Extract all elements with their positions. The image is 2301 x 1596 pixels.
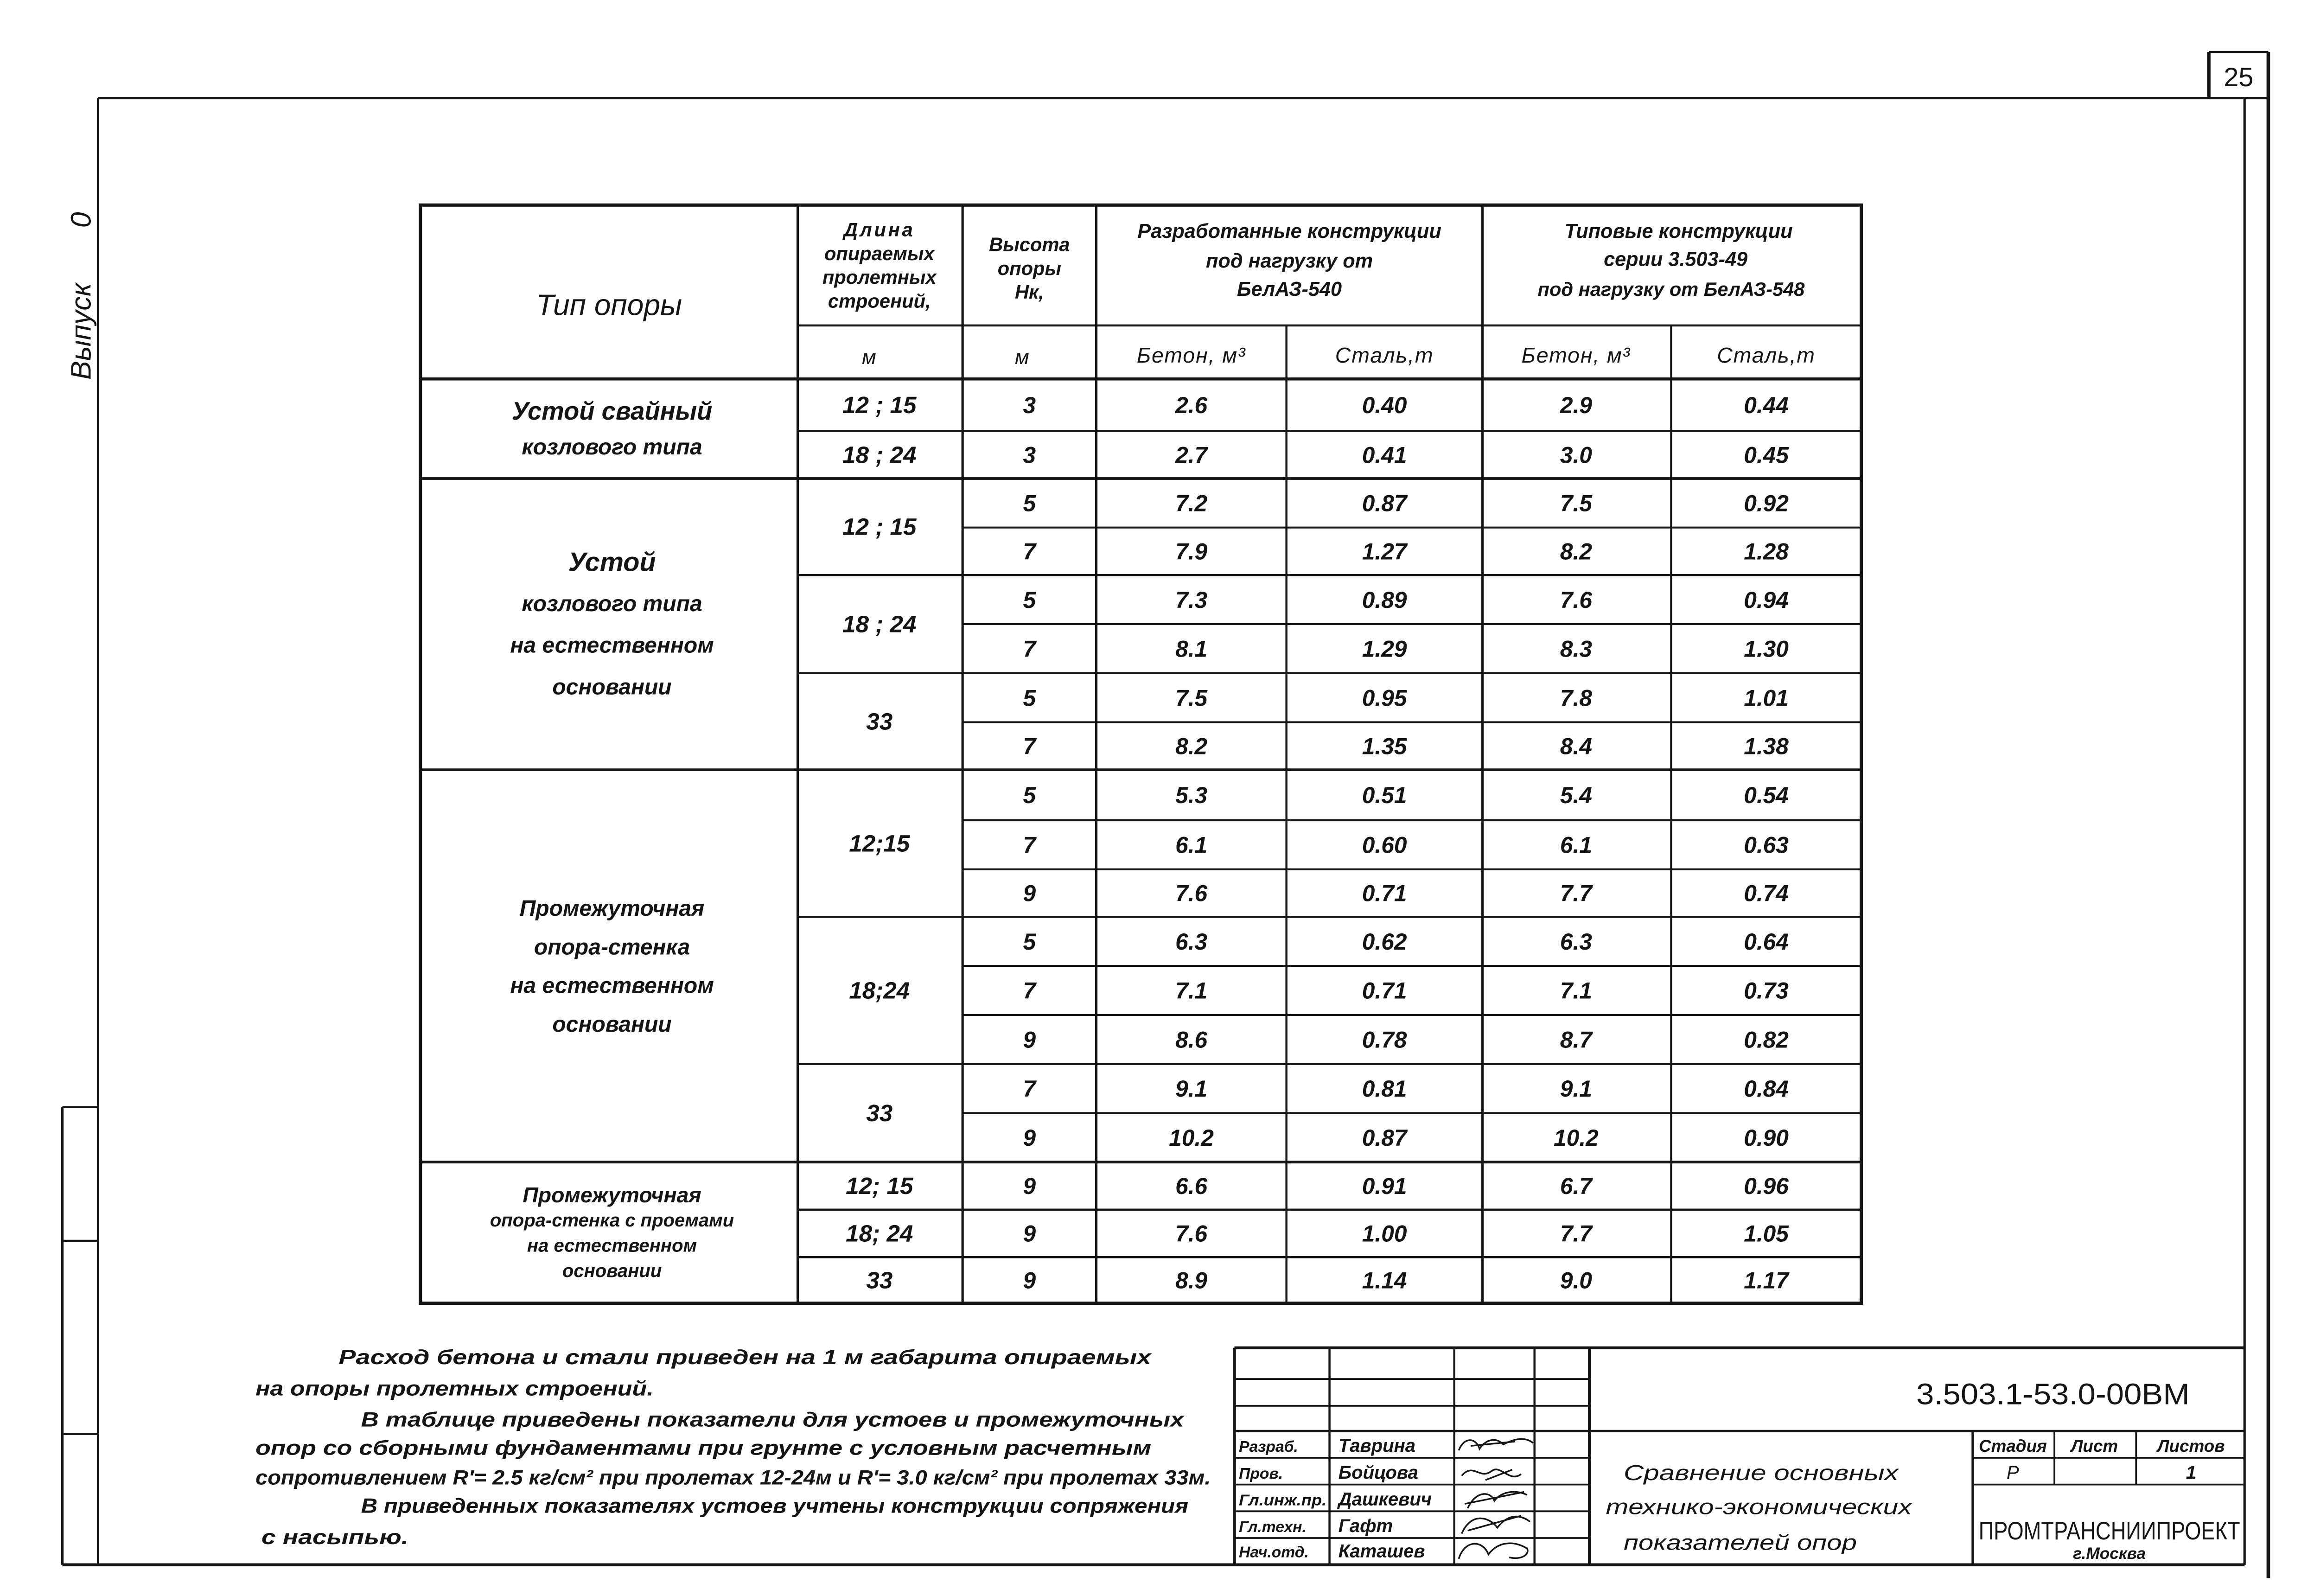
note-line: с насыпью. [261, 1525, 409, 1549]
designed-header-line: БелАЗ-540 [1237, 278, 1342, 300]
support-type-label: на естественном [527, 1235, 697, 1256]
concrete-new-cell: 8.2 [1175, 733, 1208, 760]
side-issue-number: 0 [65, 212, 97, 228]
length-header-line: опираемых [824, 242, 935, 264]
height-cell: 9 [1023, 1267, 1036, 1294]
span-length-cell: 12 ; 15 [842, 391, 917, 418]
concrete-new-cell: 10.2 [1169, 1124, 1214, 1151]
steel-typical-cell: 0.73 [1744, 977, 1789, 1004]
steel-typical-cell: 0.94 [1744, 587, 1789, 613]
steel-new-cell: 0.51 [1362, 782, 1407, 809]
steel-typical-cell: 0.96 [1744, 1173, 1789, 1200]
steel-typical-cell: 0.64 [1744, 928, 1789, 955]
span-length-cell: 18 ; 24 [842, 441, 917, 468]
steel-typical-cell: 1.05 [1744, 1220, 1789, 1247]
concrete-typical-cell: 7.7 [1560, 1220, 1592, 1247]
height-cell: 3 [1023, 392, 1036, 418]
height-cell: 5 [1023, 782, 1036, 809]
note-line: В таблице приведены показатели для устоев и промежуточных [361, 1407, 1186, 1431]
height-unit: м [1014, 345, 1029, 369]
signature-name: Гафт [1338, 1516, 1393, 1537]
concrete-new-header: Бетон, м³ [1136, 343, 1246, 367]
steel-typical-cell: 1.38 [1744, 733, 1789, 760]
steel-typical-cell: 0.44 [1744, 392, 1789, 418]
concrete-new-cell: 9.1 [1175, 1076, 1208, 1102]
support-type-label: Устой [568, 547, 656, 577]
support-type-label: на естественном [510, 632, 714, 658]
steel-new-cell: 0.78 [1362, 1027, 1407, 1053]
concrete-typical-cell: 8.3 [1560, 636, 1592, 662]
support-type-label: опора-стенка с проемами [490, 1210, 734, 1231]
typical-header-line: Типовые конструкции [1564, 220, 1793, 243]
steel-new-cell: 1.00 [1362, 1220, 1407, 1247]
signature-name: Дашкевич [1338, 1489, 1432, 1510]
span-length-cell: 18 ; 24 [842, 611, 917, 638]
concrete-new-cell: 7.2 [1175, 490, 1208, 517]
height-cell: 9 [1023, 1173, 1036, 1200]
steel-new-cell: 0.40 [1362, 392, 1407, 418]
steel-new-cell: 0.91 [1362, 1173, 1407, 1200]
height-header-line: Высота [989, 233, 1070, 255]
length-header-line: Длина [843, 218, 915, 241]
note-line: Расход бетона и стали приведен на 1 м габарита опираемых [338, 1345, 1153, 1369]
concrete-new-cell: 7.5 [1175, 685, 1208, 711]
concrete-typical-cell: 7.7 [1560, 880, 1592, 907]
span-length-cell: 33 [866, 1267, 893, 1294]
span-length-cell: 12;15 [849, 830, 910, 857]
height-cell: 9 [1023, 1124, 1036, 1151]
steel-new-cell: 0.89 [1362, 587, 1407, 613]
height-cell: 9 [1023, 880, 1036, 907]
height-header-line: опоры [997, 257, 1062, 279]
concrete-typical-cell: 2.9 [1560, 392, 1592, 418]
drawing-title-line: технико-экономических [1606, 1494, 1913, 1519]
drawing-title-line: показателей опор [1623, 1530, 1857, 1555]
typical-header-line: серии 3.503-49 [1604, 248, 1748, 271]
steel-new-cell: 0.95 [1362, 685, 1407, 711]
signature-role: Гл.техн. [1239, 1519, 1307, 1536]
concrete-new-cell: 7.3 [1175, 587, 1208, 613]
note-line: В приведенных показателях устоев учтены конструкции сопряжения [361, 1494, 1189, 1518]
concrete-new-cell: 7.6 [1175, 1220, 1208, 1247]
concrete-new-cell: 6.1 [1175, 832, 1208, 858]
steel-new-cell: 0.81 [1362, 1076, 1407, 1102]
support-type-label: основании [552, 674, 672, 700]
sheets-value: 1 [2186, 1462, 2197, 1483]
steel-typical-cell: 1.01 [1744, 685, 1789, 711]
concrete-typical-cell: 8.2 [1560, 538, 1592, 565]
support-type-label: Промежуточная [523, 1182, 701, 1207]
support-type-label: Устой свайный [511, 397, 713, 426]
span-length-cell: 33 [866, 708, 893, 735]
concrete-typical-cell: 6.3 [1560, 928, 1592, 955]
concrete-typical-cell: 6.1 [1560, 832, 1592, 858]
organization-city: г.Москва [2073, 1544, 2146, 1563]
steel-new-cell: 0.71 [1362, 880, 1407, 907]
drawing-title-line: Сравнение основных [1623, 1461, 1899, 1485]
height-cell: 7 [1023, 832, 1036, 858]
steel-typical-cell: 0.74 [1744, 880, 1789, 907]
concrete-new-cell: 6.3 [1175, 928, 1208, 955]
concrete-typical-header: Бетон, м³ [1521, 343, 1631, 367]
height-cell: 5 [1023, 587, 1036, 613]
concrete-typical-cell: 5.4 [1560, 782, 1592, 809]
concrete-new-cell: 7.9 [1175, 538, 1208, 565]
steel-typical-cell: 0.84 [1744, 1076, 1789, 1102]
concrete-typical-cell: 8.7 [1560, 1027, 1592, 1053]
span-length-cell: 33 [866, 1100, 893, 1127]
designed-header-line: Разработанные конструкции [1137, 220, 1441, 243]
note-line: сопротивлением R'= 2.5 кг/см² при пролетах 12-24м и R'= 3.0 кг/см² при пролетах 33м. [255, 1465, 1211, 1489]
stage-value: Р [2007, 1462, 2019, 1483]
note-line: на опоры пролетных строений. [255, 1376, 654, 1400]
steel-new-cell: 1.29 [1362, 636, 1407, 662]
height-cell: 9 [1023, 1220, 1036, 1247]
sheet-header: Лист [2071, 1436, 2118, 1456]
signature-role: Разраб. [1239, 1438, 1298, 1456]
height-cell: 9 [1023, 1027, 1036, 1053]
concrete-new-cell: 8.1 [1175, 636, 1208, 662]
side-issue-label: Выпуск [65, 283, 97, 380]
support-type-label: козлового типа [522, 434, 702, 460]
sheets-header: Листов [2157, 1436, 2225, 1456]
support-type-label: основании [562, 1261, 662, 1282]
steel-typical-cell: 0.54 [1744, 782, 1789, 809]
height-cell: 7 [1023, 636, 1036, 662]
steel-new-cell: 0.87 [1362, 1124, 1407, 1151]
stage-header: Стадия [1979, 1436, 2047, 1456]
height-cell: 7 [1023, 977, 1036, 1004]
steel-new-cell: 0.41 [1362, 442, 1407, 468]
concrete-typical-cell: 7.1 [1560, 977, 1592, 1004]
steel-new-cell: 1.27 [1362, 538, 1407, 565]
concrete-typical-cell: 7.6 [1560, 587, 1592, 613]
steel-new-cell: 0.87 [1362, 490, 1407, 517]
concrete-new-cell: 7.6 [1175, 880, 1208, 907]
span-length-cell: 18;24 [849, 977, 910, 1004]
steel-new-cell: 0.62 [1362, 928, 1407, 955]
span-length-cell: 12 ; 15 [842, 513, 917, 540]
span-length-cell: 12; 15 [846, 1173, 913, 1200]
support-type-label: основании [552, 1011, 672, 1037]
steel-typical-cell: 0.63 [1744, 832, 1789, 858]
concrete-new-cell: 8.9 [1175, 1267, 1208, 1294]
steel-new-cell: 1.35 [1362, 733, 1407, 760]
height-cell: 5 [1023, 685, 1036, 711]
concrete-new-cell: 2.7 [1175, 442, 1208, 468]
steel-typical-cell: 1.28 [1744, 538, 1789, 565]
steel-new-cell: 0.71 [1362, 977, 1407, 1004]
height-cell: 3 [1023, 442, 1036, 468]
height-header-line: Нк, [1015, 281, 1044, 303]
type-header: Тип опоры [536, 288, 682, 322]
organization-name: ПРОМТРАНСНИИПРОЕКТ [1978, 1517, 2240, 1545]
concrete-typical-cell: 6.7 [1560, 1173, 1592, 1200]
support-type-label: на естественном [510, 973, 714, 998]
height-cell: 7 [1023, 1076, 1036, 1102]
height-cell: 5 [1023, 490, 1036, 517]
steel-typical-cell: 0.90 [1744, 1124, 1789, 1151]
designed-header-line: под нагрузку от [1205, 249, 1373, 272]
span-length-cell: 18; 24 [846, 1220, 913, 1247]
steel-new-header: Сталь,т [1335, 343, 1434, 367]
concrete-typical-cell: 7.5 [1560, 490, 1592, 517]
signature-name: Каташев [1338, 1541, 1425, 1562]
concrete-typical-cell: 10.2 [1554, 1124, 1599, 1151]
concrete-new-cell: 2.6 [1175, 392, 1208, 418]
typical-header-line: под нагрузку от БелАЗ-548 [1537, 278, 1805, 300]
concrete-new-cell: 6.6 [1175, 1173, 1208, 1200]
signature-name: Бойцова [1338, 1462, 1418, 1483]
steel-typical-header: Сталь,т [1717, 343, 1816, 367]
height-cell: 7 [1023, 733, 1036, 760]
steel-typical-cell: 0.82 [1744, 1027, 1789, 1053]
concrete-typical-cell: 3.0 [1560, 442, 1592, 468]
document-code: 3.503.1-53.0-00ВМ [1916, 1377, 2190, 1411]
steel-typical-cell: 1.17 [1744, 1267, 1789, 1294]
steel-typical-cell: 1.30 [1744, 636, 1789, 662]
height-cell: 7 [1023, 538, 1036, 565]
height-cell: 5 [1023, 928, 1036, 955]
length-unit: м [861, 345, 876, 369]
steel-typical-cell: 0.45 [1744, 442, 1789, 468]
signature-role: Гл.инж.пр. [1239, 1492, 1327, 1509]
concrete-typical-cell: 8.4 [1560, 733, 1592, 760]
concrete-typical-cell: 9.0 [1560, 1267, 1592, 1294]
support-type-label: Промежуточная [519, 895, 705, 921]
signature-role: Нач.отд. [1239, 1544, 1309, 1561]
note-line: опор со сборными фундаментами при грунте с условным расчетным [255, 1436, 1152, 1460]
support-type-label: козлового типа [522, 591, 702, 616]
concrete-new-cell: 7.1 [1175, 977, 1208, 1004]
steel-typical-cell: 0.92 [1744, 490, 1789, 517]
page-number: 25 [2224, 62, 2254, 92]
signature-name: Таврина [1338, 1436, 1416, 1456]
support-type-label: опора-стенка [534, 934, 690, 960]
steel-new-cell: 1.14 [1362, 1267, 1407, 1294]
concrete-new-cell: 5.3 [1175, 782, 1208, 809]
concrete-typical-cell: 7.8 [1560, 685, 1592, 711]
signature-role: Пров. [1239, 1465, 1283, 1482]
steel-new-cell: 0.60 [1362, 832, 1407, 858]
length-header-line: строений, [828, 290, 931, 312]
concrete-new-cell: 8.6 [1175, 1027, 1208, 1053]
length-header-line: пролетных [822, 266, 937, 288]
concrete-typical-cell: 9.1 [1560, 1076, 1592, 1102]
